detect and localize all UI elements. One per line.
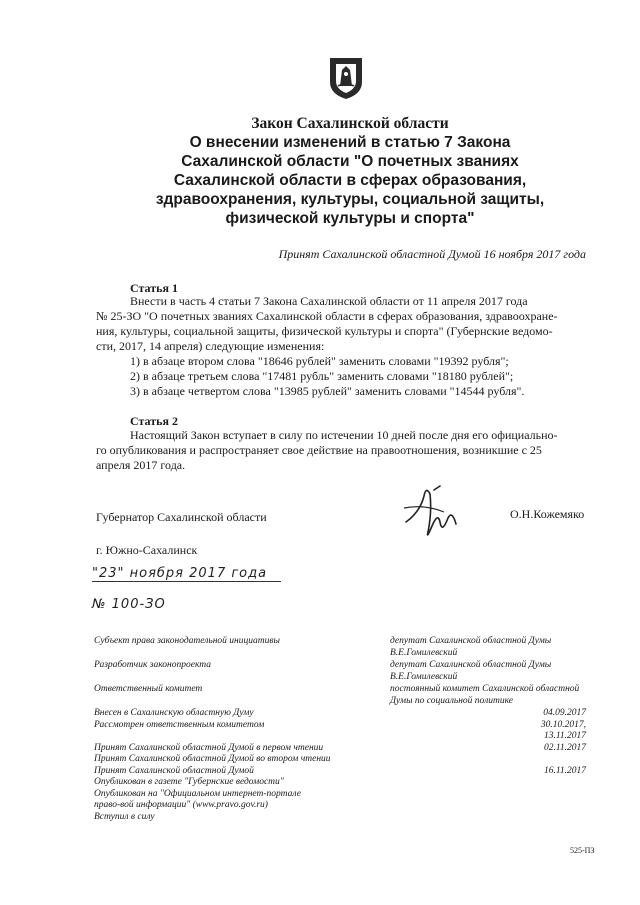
document-title [0, 114, 640, 228]
reference-row [94, 660, 586, 684]
reference-row [94, 754, 586, 766]
handwritten-signature-icon [400, 482, 472, 542]
reference-value [390, 754, 586, 766]
amendment-item: 2) в абзаце третьем слова "17481 рубль" заменить словами "18180 рублей"; [130, 369, 514, 383]
article-2-line: го опубликования и распространяет свое действие на правоотношения, возникшие с 25 [96, 443, 542, 457]
reference-label: Рассмотрен ответственным комитетом [94, 719, 265, 730]
reference-row [94, 684, 586, 708]
amendment-item: 3) в абзаце четвертом слова "13985 рублей" заменить словами "14544 рубля". [130, 384, 525, 398]
reference-table [94, 636, 586, 823]
reference-row [94, 766, 586, 778]
reference-value [390, 812, 586, 824]
title-line-2: Сахалинской области "О почетных званиях [181, 153, 519, 170]
reference-row [94, 812, 586, 824]
article-1-line: ния, культуры, социальной защиты, физической культуры и спорта" (Губернские ведомо- [96, 324, 553, 338]
reference-value: депутат Сахалинской областной Думы В.Е.Гомилевский [390, 660, 552, 682]
signing-date: "23" ноября 2017 года [92, 566, 281, 582]
city-name: г. Южно-Сахалинск [96, 543, 198, 557]
governor-title: Губернатор Сахалинской области [96, 510, 267, 524]
reference-label: Принят Сахалинской областной Думой во втором чтении [94, 754, 331, 764]
reference-label: Субъект права законодательной инициативы [94, 636, 280, 646]
title-line-1: О внесении изменений в статью 7 Закона [189, 134, 511, 151]
reference-label: Разработчик законопроекта [94, 660, 212, 670]
article-1-heading: Статья 1 [130, 281, 178, 295]
article-1-body [96, 294, 596, 399]
reference-label: Опубликован в газете "Губернские ведомости" [94, 777, 284, 787]
reference-label [94, 731, 390, 743]
article-2-heading: Статья 2 [130, 414, 178, 428]
reference-label: Принят Сахалинской областной Думой в первом чтении [94, 742, 324, 753]
reference-label: Опубликован на "Официальном интернет-портале право-вой информации" (www.pravo.gov.ru) [94, 788, 301, 810]
reference-label: Вступил в силу [94, 811, 155, 822]
coat-of-arms-icon [328, 56, 364, 100]
reference-label: Внесен в Сахалинскую областную Думу [94, 708, 254, 718]
reference-value: 04.09.2017 [543, 708, 586, 718]
title-line-4: здравоохранения, культуры, социальной защиты, [155, 191, 545, 208]
reference-row [94, 789, 586, 812]
article-1-line: сти, 2017, 14 апреля) следующие изменения: [96, 339, 325, 353]
reference-value: постоянный комитет Сахалинской областной Думы по социальной политике [390, 684, 580, 706]
title-line-3: Сахалинской области в сферах образования, [173, 172, 527, 189]
reference-label: Ответственный комитет [94, 684, 203, 694]
article-2-line: апреля 2017 года. [96, 458, 186, 472]
reference-value: 13.11.2017 [543, 731, 586, 741]
reference-row [94, 636, 586, 660]
reference-value [324, 789, 586, 812]
article-1-line: Внести в часть 4 статьи 7 Закона Сахалинской области от 11 апреля 2017 года [130, 294, 528, 308]
amendment-item: 1) в абзаце втором слова "18646 рублей" заменить словами "19392 рубля"; [130, 354, 509, 368]
document-code: 525-ПЗ [570, 846, 595, 855]
law-title: Закон Сахалинской области [251, 115, 449, 132]
reference-row [94, 720, 586, 732]
title-line-5: физической культуры и спорта" [225, 210, 475, 227]
article-2-body [96, 428, 596, 473]
reference-value: 02.11.2017 [543, 742, 586, 753]
governor-name: О.Н.Кожемяко [510, 507, 585, 521]
reference-value: депутат Сахалинской областной Думы В.Е.Гомилевский [390, 636, 552, 658]
law-number: № 100-ЗО [92, 597, 166, 612]
adoption-note: Принят Сахалинской областной Думой 16 ноября 2017 года [278, 247, 586, 261]
reference-value [390, 777, 586, 789]
reference-row [94, 743, 586, 755]
reference-row [94, 777, 586, 789]
reference-row [94, 708, 586, 720]
article-1-line: № 25-ЗО "О почетных званиях Сахалинской области в сферах образования, здравоохране- [96, 309, 558, 323]
reference-value: 16.11.2017 [543, 765, 586, 776]
reference-value: 30.10.2017, [540, 719, 586, 730]
reference-label: Принят Сахалинской областной Думой [94, 765, 254, 776]
reference-row [94, 731, 586, 743]
article-2-line: Настоящий Закон вступает в силу по истечении 10 дней после дня его официально- [130, 428, 558, 442]
